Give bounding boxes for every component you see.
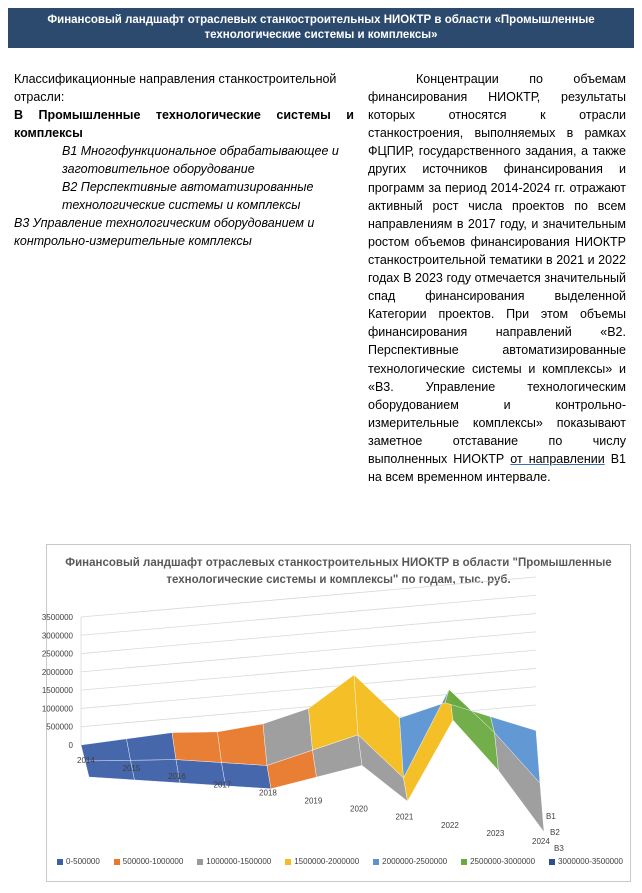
- legend-swatch: [57, 859, 63, 865]
- legend-item: [197, 857, 271, 866]
- x-tick-label: 2017: [213, 780, 232, 790]
- chart-legend: [57, 857, 623, 866]
- gridline: [81, 577, 536, 617]
- x-tick-label: 2023: [486, 828, 505, 838]
- z-tick-label: 1000000: [41, 704, 73, 714]
- direction-b2: В2 Перспективные автоматизированные технологические системы и комплексы: [62, 180, 314, 212]
- legend-swatch: [461, 859, 467, 865]
- x-tick-label: 2015: [122, 764, 141, 774]
- z-tick-label: 500000: [46, 722, 73, 732]
- analysis-text: Концентрации по объемам финансирования НИОКТР, результаты которых относятся к отрасли станкостроения, выполняемых в рамках ФЦПИР, государственного задания, а также других источников финансирования и программ за период 2014-2024 гг. отражают активный рост числа проектов по всем направлениям в 2017 году, и значительным ростом объемов финансирования НИОКТР станкостроительной тематики в 2021 и 2022 годах В 2023 году отмечается значительный спад финансирования выделенной Категории проектов. При этом объемы финансирования направлений «В2. Перспективные автоматизированные технологические системы и комплексы» и «В3. Управление технологическим оборудованием и контрольно-измерительные комплексы» показывают заметное отставание по числу выполненных НИОКТР: [368, 72, 626, 466]
- legend-swatch: [549, 859, 555, 865]
- gridline: [81, 650, 536, 690]
- surface-patch: [172, 732, 222, 763]
- legend-label: 1000000-1500000: [206, 857, 272, 866]
- gridline: [81, 595, 536, 635]
- legend-swatch: [373, 859, 379, 865]
- x-tick-label: 2016: [168, 772, 186, 782]
- legend-label: 2500000-3000000: [470, 857, 536, 866]
- legend-item: [57, 857, 100, 866]
- surface-chart: [41, 544, 631, 882]
- z-tick-label: 2000000: [41, 667, 73, 677]
- legend-item: [461, 857, 535, 866]
- surface-patch: [218, 724, 268, 766]
- surface-patch: [127, 733, 177, 761]
- gridline: [81, 632, 536, 672]
- z-tick-label: 3500000: [41, 613, 73, 622]
- legend-label: 0-500000: [66, 857, 100, 866]
- legend-item: [549, 857, 623, 866]
- series-label: В2: [550, 828, 560, 837]
- legend-swatch: [197, 859, 203, 865]
- legend-swatch: [114, 859, 120, 865]
- legend-label: 3000000-3500000: [558, 857, 623, 866]
- z-tick-label: 2500000: [41, 649, 73, 659]
- legend-item: [373, 857, 447, 866]
- z-tick-label: 3000000: [41, 631, 73, 641]
- page-banner: [8, 8, 634, 48]
- series-label: В3: [554, 844, 564, 853]
- chart-title: Финансовый ландшафт отраслевых станкостроительных НИОКТР в области "Промышленные технологические системы и комплексы" по годам, тыс. руб.: [65, 557, 612, 586]
- analysis-underlined-text: от направлении: [510, 451, 605, 466]
- legend-item: [285, 857, 359, 866]
- x-tick-label: 2021: [395, 812, 414, 822]
- z-tick-label: 1500000: [41, 686, 73, 696]
- x-tick-label: 2024: [532, 837, 550, 846]
- classification-intro: Классификационные направления станкостроительной отрасли:: [14, 72, 337, 104]
- legend-swatch: [285, 859, 291, 865]
- analysis-text-end: В1 на всем временном интервале.: [368, 451, 627, 485]
- series-label: В1: [546, 812, 556, 821]
- legend-item: [114, 857, 184, 866]
- x-tick-label: 2020: [350, 804, 368, 814]
- direction-b3: В3 Управление технологическим оборудованием и контрольно-измерительные комплексы: [14, 216, 315, 248]
- z-tick-label: 0: [68, 741, 73, 750]
- legend-label: 500000-1000000: [122, 857, 184, 866]
- legend-label: 2000000-2500000: [382, 857, 448, 866]
- x-tick-label: 2014: [77, 756, 95, 765]
- chart-plot: [41, 545, 630, 855]
- classification-block: [14, 70, 354, 250]
- gridline: [81, 614, 536, 654]
- x-tick-label: 2018: [259, 788, 277, 798]
- x-tick-label: 2019: [304, 796, 323, 806]
- direction-b1: В1 Многофункциональное обрабатывающее и заготовительное оборудование: [62, 144, 339, 176]
- x-tick-label: 2022: [441, 820, 459, 830]
- analysis-paragraph: [368, 70, 626, 486]
- classification-heading: В Промышленные технологические системы и комплексы: [14, 108, 354, 140]
- legend-label: 1500000-2000000: [294, 857, 360, 866]
- gridline: [81, 668, 536, 708]
- banner-title: Финансовый ландшафт отраслевых станкостроительных НИОКТР в области «Промышленные технологические системы и комплексы»: [47, 14, 595, 41]
